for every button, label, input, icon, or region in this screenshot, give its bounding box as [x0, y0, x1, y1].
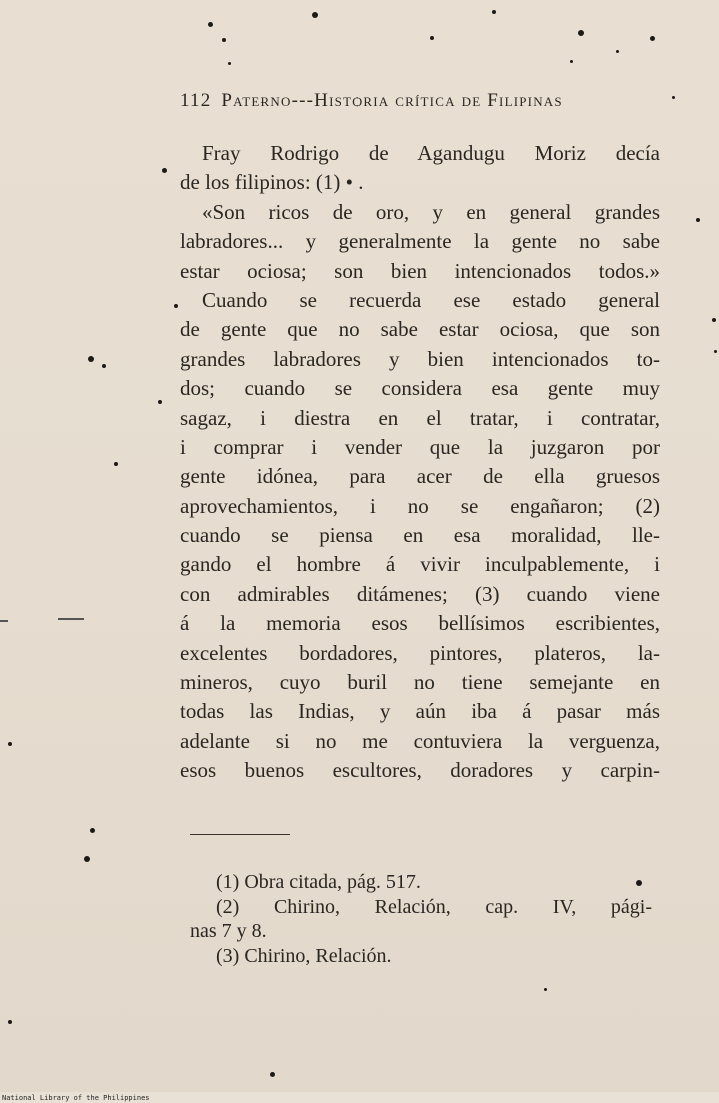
text-line: gando el hombre á vivir inculpablemente, i	[180, 552, 660, 577]
text-line: gente idónea, para acer de ella gruesos	[180, 464, 660, 489]
text-line: de los filipinos: (1) • .	[180, 170, 364, 195]
scan-speck	[228, 62, 231, 65]
text-line: sagaz, i diestra en el tratar, i contratar,	[180, 405, 660, 430]
scan-speck	[114, 462, 118, 466]
text-line: «Son ricos de oro, y en general grandes	[202, 199, 660, 224]
scan-speck	[714, 350, 717, 353]
scan-speck	[174, 304, 178, 308]
scan-speck	[672, 96, 675, 99]
text-line: todas las Indias, y aún iba á pasar más	[180, 699, 660, 724]
text-line: aprovechamientos, i no se engañaron; (2)	[180, 493, 660, 518]
footnotes	[190, 870, 652, 968]
text-line: de gente que no sabe estar ociosa, que son	[180, 317, 660, 342]
text-line: Cuando se recuerda ese estado general	[202, 287, 660, 312]
scan-edge-mark	[0, 620, 8, 622]
text-line: á la memoria esos bellísimos escribientes,	[180, 611, 660, 636]
text-line: esos buenos escultores, doradores y carpin-	[180, 758, 660, 783]
scan-speck	[222, 38, 226, 42]
scan-speck	[162, 168, 167, 173]
footnote-rule	[190, 834, 290, 835]
scan-speck	[570, 60, 573, 63]
scan-speck	[102, 364, 106, 368]
scan-speck	[712, 318, 716, 322]
text-line: dos; cuando se considera esa gente muy	[180, 376, 660, 401]
text-line: adelante si no me contuviera la verguenza,	[180, 728, 660, 753]
footnote-3: (3) Chirino, Relación.	[216, 944, 392, 967]
text-line: labradores... y generalmente la gente no sabe	[180, 229, 660, 254]
scan-credit: National Library of the Philippines	[2, 1094, 150, 1102]
scan-speck	[544, 988, 547, 991]
text-line: estar ociosa; son bien intencionados todos.»	[180, 258, 660, 283]
footnote-2-cont: nas 7 y 8.	[190, 920, 267, 942]
text-line: i comprar i vender que la juzgaron por	[180, 434, 660, 459]
scan-speck	[578, 30, 584, 36]
text-line: con admirables ditámenes; (3) cuando viene	[180, 581, 660, 606]
text-line: Fray Rodrigo de Agandugu Moriz decía	[202, 141, 660, 165]
running-title: Pateɍno---Histѻria crítica de Filipinas	[221, 90, 563, 111]
footnote-2: (2) Chirino, Relación, cap. IV, pági-	[216, 895, 652, 918]
scan-speck	[430, 36, 434, 40]
scan-speck	[616, 50, 619, 53]
scan-speck	[8, 742, 12, 746]
scan-speck	[90, 828, 95, 833]
scan-speck	[208, 22, 213, 27]
running-header	[180, 90, 660, 112]
scan-speck	[492, 10, 496, 14]
text-line: cuando se piensa en esa moralidad, lle-	[180, 523, 660, 548]
text-line: mineros, cuyo buril no tiene semejante en	[180, 670, 660, 695]
scan-speck	[88, 356, 94, 362]
page-number: 112	[180, 90, 212, 111]
text-line: excelentes bordadores, pintores, plateros, la-	[180, 640, 660, 665]
footnote-1: (1) Obra citada, pág. 517.	[216, 871, 421, 893]
scan-edge-mark	[58, 618, 84, 620]
scan-speck	[696, 218, 700, 222]
body-text	[180, 139, 660, 786]
scan-speck	[84, 856, 90, 862]
scan-speck	[636, 880, 642, 886]
scan-speck	[8, 1020, 12, 1024]
text-line: grandes labradores y bien intencionados to-	[180, 346, 660, 371]
scan-speck	[158, 400, 162, 404]
scan-speck	[270, 1072, 275, 1077]
scan-speck	[650, 36, 655, 41]
scan-speck	[312, 12, 318, 18]
